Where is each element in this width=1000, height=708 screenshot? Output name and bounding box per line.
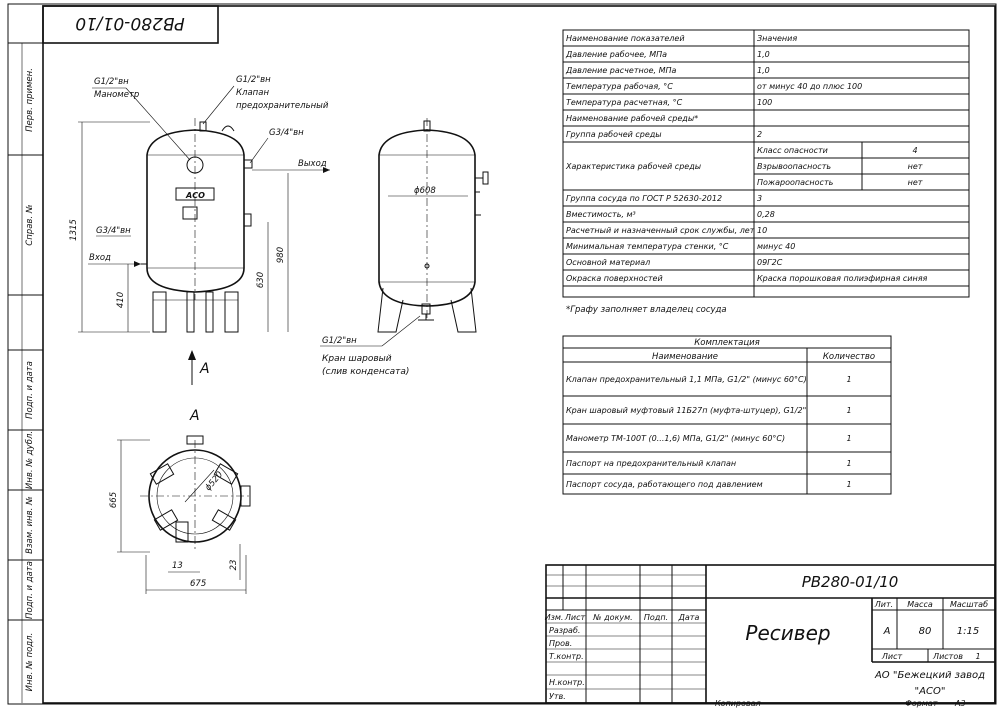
kit-row-name: Манометр ТМ-100Т (0...1,6) МПа, G1/2" (минус 60°С) <box>566 434 786 443</box>
tb-sheets-label: Листов <box>933 652 963 661</box>
params-row2-name: Минимальная температура стенки, °С <box>566 242 729 251</box>
side-label-3: Инв. № дубл. <box>25 430 35 490</box>
tb-role-0: Разраб. <box>549 626 581 635</box>
params-row-value: от минус 40 до плюс 100 <box>757 82 863 91</box>
params-row-value: 1,0 <box>757 66 770 75</box>
params-row-name: Температура расчетная, °С <box>566 98 683 107</box>
kit-row-qty: 1 <box>846 434 852 443</box>
tb-col-list: Лист <box>564 613 586 622</box>
logo-text: АСО <box>186 191 205 200</box>
params-row2-value: минус 40 <box>757 242 796 251</box>
kit-row-name: Паспорт сосуда, работающего под давлением <box>566 480 763 489</box>
tb-company-1: АО "Бежецкий завод <box>874 670 986 681</box>
tb-name: Ресивер <box>745 621 831 645</box>
params-row2-value: Краска порошковая полиэфирная синяя <box>757 274 928 283</box>
tb-company-2: "АСО" <box>914 686 946 697</box>
tb-lit: А <box>883 626 891 637</box>
side-label-1: Справ. № <box>25 204 35 246</box>
front-view <box>69 75 330 332</box>
copied-label: Копировал <box>715 699 761 708</box>
kit-title: Комплектация <box>694 338 760 348</box>
kit-table <box>563 336 891 494</box>
view-label: А <box>190 408 200 424</box>
label-g34-in: G3/4"вн <box>96 226 131 236</box>
params-row-name: Температура рабочая, °С <box>566 82 673 91</box>
params-row2-name: Вместимость, м³ <box>566 210 636 219</box>
dim-13: 13 <box>172 561 183 571</box>
label-g34-top: G3/4"вн <box>269 128 304 138</box>
top-stamp <box>43 6 218 43</box>
title-block <box>545 565 995 703</box>
tb-role-5: Утв. <box>549 692 566 701</box>
params-row2-value: 09Г2С <box>757 258 783 267</box>
drain-label-1: Кран шаровый <box>322 354 392 364</box>
kit-row-name: Паспорт на предохранительный клапан <box>566 459 737 468</box>
tb-col-doc: № докум. <box>593 613 633 622</box>
tb-col-izm: Изм. <box>544 613 564 622</box>
params-row-value: 2 <box>757 130 763 139</box>
dim-630: 630 <box>256 271 266 289</box>
stamp-text: РВ280-01/10 <box>75 13 185 33</box>
params-row2-value: 0,28 <box>757 210 775 219</box>
dim-980: 980 <box>276 246 286 264</box>
kit-head-name: Наименование <box>651 352 719 362</box>
side-label-6: Инв. № подл. <box>25 632 35 692</box>
view-arrow <box>188 350 210 424</box>
tb-col-sign: Подп. <box>643 613 669 622</box>
tb-scale-head: Масштаб <box>949 600 989 609</box>
tb-sheet-label: Лист <box>881 652 903 661</box>
kit-head-qty: Количество <box>822 352 876 362</box>
label-inlet: Вход <box>89 253 111 263</box>
label-manometer: Манометр <box>94 90 140 100</box>
label-g12-valve: G1/2"вн <box>236 75 271 85</box>
dim-23: 23 <box>229 559 239 571</box>
tb-sheets: 1 <box>975 652 981 661</box>
params-row-name: Давление расчетное, МПа <box>566 66 677 75</box>
side-view <box>320 118 488 377</box>
kit-row-qty: 1 <box>846 480 852 489</box>
format-label: Формат <box>905 699 938 708</box>
bottom-dia: ϕ520 <box>203 469 226 493</box>
label-g12-manometer: G1/2"вн <box>94 77 129 87</box>
arrow-label: А <box>200 361 210 377</box>
tb-role-2: Т.контр. <box>549 652 584 661</box>
params-char-label: Характеристика рабочей среды <box>566 162 702 171</box>
tb-scale: 1:15 <box>956 626 980 637</box>
dim-410: 410 <box>116 291 126 309</box>
kit-row-qty: 1 <box>846 406 852 415</box>
tb-designation: РВ280-01/10 <box>801 573 899 591</box>
params-char-name: Класс опасности <box>757 146 828 155</box>
tb-role-1: Пров. <box>549 639 573 648</box>
side-label-5: Подп. и дата <box>25 561 35 619</box>
params-char-name: Взрывоопасность <box>757 162 832 171</box>
dim-665: 665 <box>109 491 119 509</box>
kit-row-name: Клапан предохранительный 1,1 МПа, G1/2" (минус 60°С) <box>566 375 807 384</box>
kit-row-qty: 1 <box>846 375 852 384</box>
side-label-2: Подп. и дата <box>25 361 35 419</box>
label-outlet: Выход <box>298 159 327 169</box>
label-valve-2: предохранительный <box>236 101 329 111</box>
side-dia: ϕ608 <box>414 186 436 196</box>
params-row-name: Давление рабочее, МПа <box>566 50 668 59</box>
params-head-value: Значения <box>757 34 798 43</box>
drain-thread: G1/2"вн <box>322 336 357 346</box>
kit-row-qty: 1 <box>846 459 852 468</box>
params-char-value: нет <box>907 162 923 171</box>
params-row2-name: Основной материал <box>566 258 651 267</box>
params-char-value: 4 <box>912 146 918 155</box>
params-row2-name: Окраска поверхностей <box>566 274 663 283</box>
params-row-name: Группа рабочей среды <box>566 130 662 139</box>
side-label-0: Перв. примен. <box>25 68 35 132</box>
params-head-name: Наименование показателей <box>566 34 685 43</box>
tb-mass: 80 <box>918 626 932 637</box>
tb-lit-head: Лит. <box>874 600 894 609</box>
params-row2-value: 10 <box>757 226 768 235</box>
params-char-value: нет <box>907 178 923 187</box>
params-row-value: 1,0 <box>757 50 770 59</box>
tb-mass-head: Масса <box>907 600 933 609</box>
format-value: А3 <box>955 699 966 708</box>
params-row2-name: Расчетный и назначенный срок службы, лет <box>566 226 755 235</box>
tb-col-date: Дата <box>678 613 700 622</box>
params-char-name: Пожароопасность <box>757 178 834 187</box>
bottom-view <box>109 436 252 594</box>
params-row-value: 100 <box>757 98 773 107</box>
kit-row-name: Кран шаровый муфтовый 11Б27п (муфта-штуцер), G1/2" <box>566 406 807 415</box>
tb-role-4: Н.контр. <box>549 678 585 687</box>
side-columns <box>8 43 43 703</box>
dim-1315: 1315 <box>69 219 79 241</box>
params-row-name: Наименование рабочей среды* <box>566 114 699 123</box>
params-row2-name: Группа сосуда по ГОСТ Р 52630-2012 <box>566 194 723 203</box>
params-row2-value: 3 <box>757 194 763 203</box>
label-valve-1: Клапан <box>236 88 269 98</box>
params-footnote: *Графу заполняет владелец сосуда <box>566 305 727 315</box>
dim-675: 675 <box>190 579 207 589</box>
drain-label-2: (слив конденсата) <box>322 367 410 377</box>
params-table <box>563 30 969 315</box>
side-label-4: Взам. инв. № <box>25 496 35 554</box>
